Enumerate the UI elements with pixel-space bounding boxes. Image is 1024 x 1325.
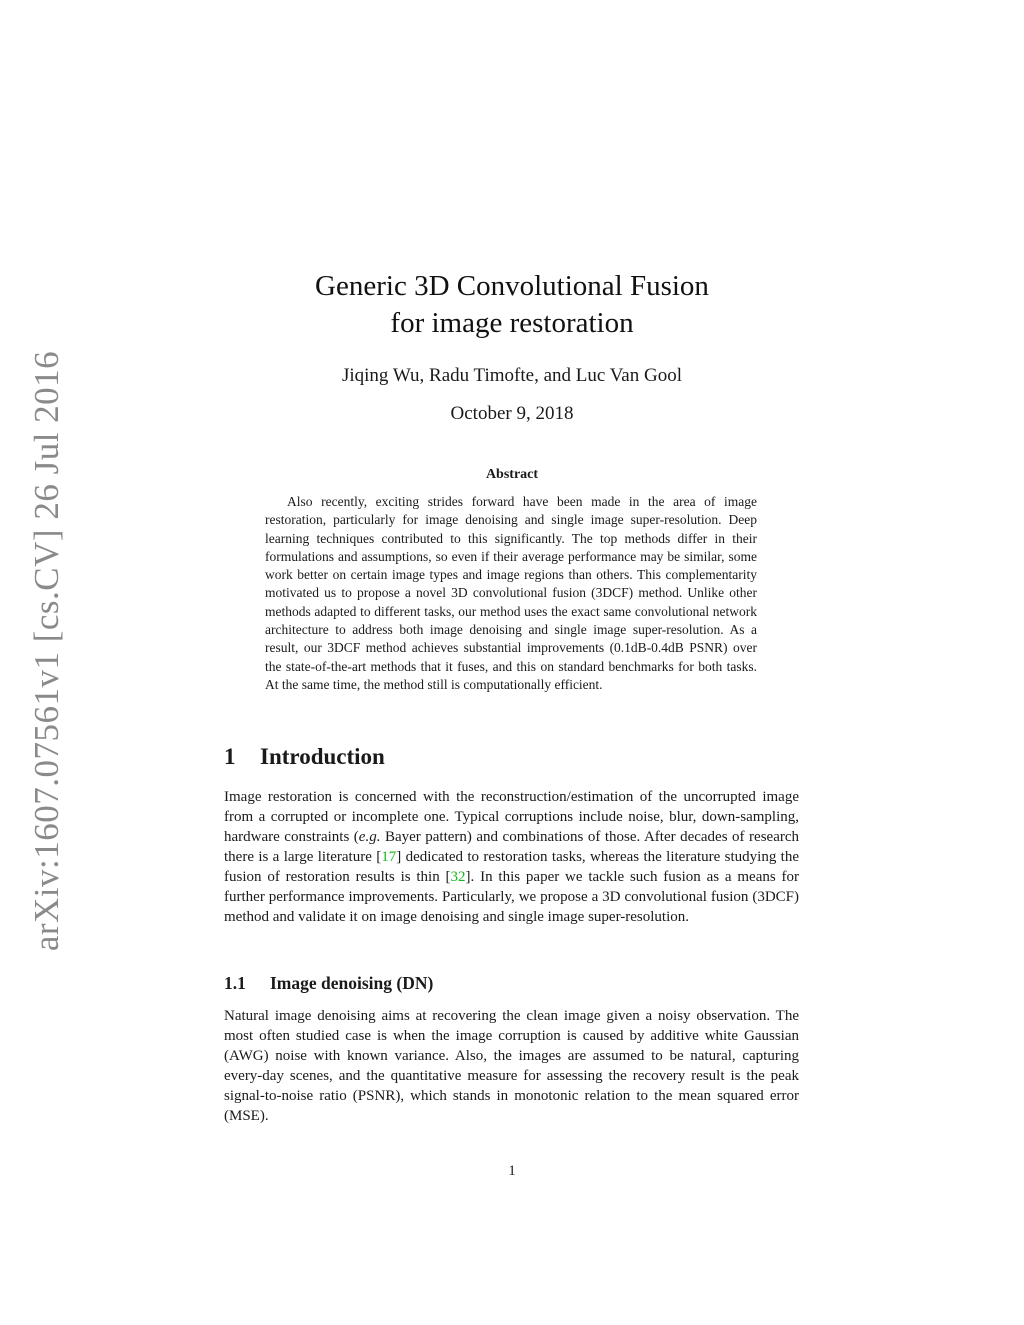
citation-link-32[interactable]: 32 (450, 869, 466, 885)
page-number: 1 (508, 1163, 516, 1179)
section-heading-introduction (224, 743, 385, 771)
title-line-2: for image restoration (390, 307, 634, 339)
date: October 9, 2018 (450, 403, 574, 424)
arxiv-stamp (22, 350, 72, 952)
title-line-1: Generic 3D Convolutional Fusion (315, 270, 709, 302)
authors: Jiqing Wu, Radu Timofte, and Luc Van Gool (341, 365, 682, 386)
citation-link-17[interactable]: 17 (381, 849, 397, 865)
intro-text-part-4: ]. In this paper we tackle such fusion as a means for further performance improvements. Particularly, we propose a 3D convolutional fusion (3DCF) method and validate it on image denoising and single image super-resolution. (224, 869, 800, 925)
arxiv-stamp-text: arXiv:1607.07561v1 [cs.CV] 26 Jul 2016 (27, 350, 67, 952)
paper-title (0, 268, 1024, 342)
subsection-title: Image denoising (DN) (270, 973, 434, 993)
abstract-heading: Abstract (485, 467, 539, 482)
subsection-number: 1.1 (224, 973, 246, 993)
section-number: 1 (224, 744, 236, 769)
intro-eg: e.g. (358, 829, 381, 845)
intro-text-part-2: Bayer pattern) and combinations of those. After decades of research there is a large literature [ (224, 829, 800, 865)
subsection-heading-image-denoising (224, 972, 433, 994)
abstract-body (265, 493, 757, 694)
abstract-text: Also recently, exciting strides forward have been made in the area of image restoration, particularly for image denoising and single image super-resolution. Deep learning techniques contributed to this significantly. The top methods differ in their formulations and assumptions, so even if their average performance may be similar, some work better on certain image types and image regions than others. This complementarity motivated us to propose a novel 3D convolutional fusion (3DCF) method. Unlike other methods adapted to different tasks, our method uses the exact same convolutional network architecture to address both image denoising and single image super-resolution. As a result, our 3DCF method achieves substantial improvements (0.1dB-0.4dB PSNR) over the state-of-the-art methods that it fuses, and this on standard benchmarks for both tasks. At the same time, the method still is computationally efficient. (265, 494, 757, 692)
denoising-paragraph (224, 1006, 799, 1126)
denoising-text: Natural image denoising aims at recovering the clean image given a noisy observation. The most often studied case is when the image corruption is caused by additive white Gaussian (AWG) noise with known variance. Also, the images are assumed to be natural, capturing every-day scenes, and the quantitative measure for assessing the recovery result is the peak signal-to-noise ratio (PSNR), which stands in monotonic relation to the mean squared error (MSE). (224, 1008, 799, 1124)
intro-text-part-3: ] dedicated to restoration tasks, whereas the literature studying the fusion of restoration results is thin [ (224, 849, 799, 885)
intro-text-part-1: Image restoration is concerned with the reconstruction/estimation of the uncorrupted image from a corrupted or incomplete one. Typical corruptions include noise, blur, down-sampling, hardware constraints ( (224, 789, 799, 845)
introduction-text (224, 787, 799, 927)
section-title: Introduction (260, 744, 385, 769)
introduction-paragraph (224, 787, 799, 927)
